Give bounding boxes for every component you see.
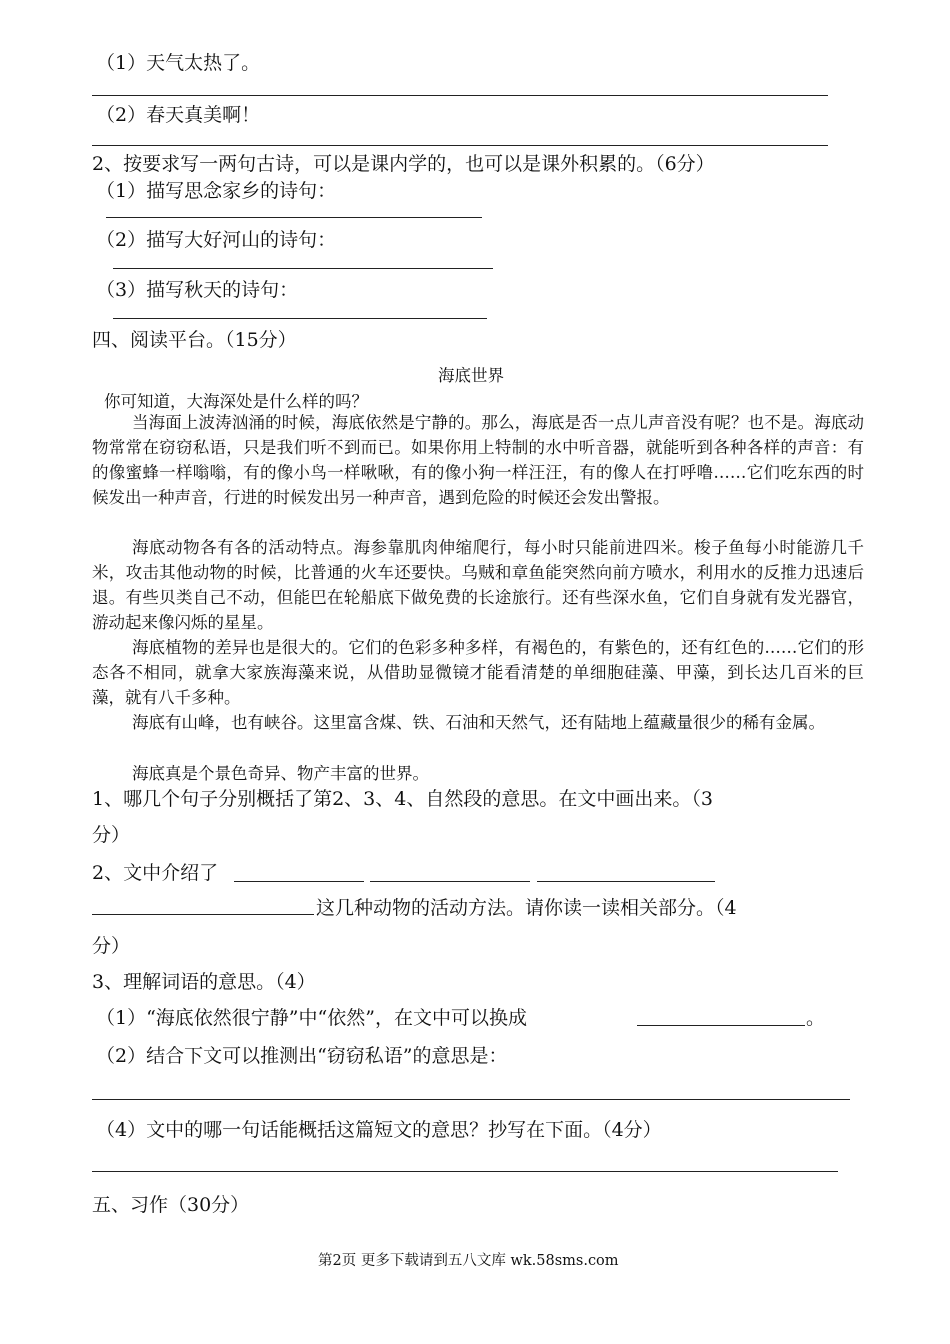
question-3-item-1: （1）“海底依然很宁静”中“依然”，在文中可以换成	[96, 1007, 527, 1029]
article-paragraph-5: 海底真是个景色奇异、物产丰富的世界。	[132, 764, 429, 783]
answer-blank[interactable]	[537, 881, 715, 882]
poem-item-3: （3）描写秋天的诗句：	[96, 279, 299, 301]
answer-blank[interactable]	[92, 914, 314, 915]
article-title: 海底世界	[438, 366, 504, 385]
answer-line[interactable]	[113, 268, 493, 269]
question-2-end: 分）	[92, 935, 131, 957]
question-4: （4）文中的哪一句话能概括这篇短文的意思？抄写在下面。（4分）	[96, 1119, 662, 1141]
article-paragraph-3: 海底植物的差异也是很大的。它们的色彩多种多样，有褐色的，有紫色的，还有红色的……它们的形态各不相同，就拿大家族海藻来说，从借助显微镜才能看清楚的单细胞硅藻、甲藻，到长达几百米的巨藻，就有八千多种。	[92, 638, 864, 707]
answer-line[interactable]	[106, 217, 482, 218]
sentence-item-2: （2）春天真美啊！	[96, 104, 261, 126]
answer-line[interactable]	[92, 95, 828, 96]
answer-line[interactable]	[92, 1099, 850, 1100]
question-2-start: 2、文中介绍了	[92, 862, 219, 884]
question-1-line-2: 分）	[92, 824, 131, 846]
answer-blank[interactable]	[234, 881, 364, 882]
answer-line[interactable]	[92, 145, 828, 146]
question-2-rest: 这几种动物的活动方法。请你读一读相关部分。（4	[316, 897, 737, 919]
article-paragraph-1: 当海面上波涛汹涌的时候，海底依然是宁静的。那么，海底是否一点儿声音没有呢？也不是。海底动物常常在窃窃私语，只是我们听不到而已。如果你用上特制的水中听音器，就能听到各种各样的声音：有的像蜜蜂一样嗡嗡，有的像小鸟一样啾啾，有的像小狗一样汪汪，有的像人在打呼噜……它们吃东西的时候发出一种声音，行进的时候发出另一种声音，遇到危险的时候还会发出警报。	[92, 413, 864, 507]
article-intro: 你可知道，大海深处是什么样的吗？	[104, 392, 368, 411]
section-5-heading: 五、习作（30分）	[92, 1194, 250, 1216]
question-1-line-1: 1、哪几个句子分别概括了第2、3、4、自然段的意思。在文中画出来。（3	[92, 788, 713, 810]
poem-question-title: 2、按要求写一两句古诗，可以是课内学的，也可以是课外积累的。（6分）	[92, 153, 715, 175]
page-footer: 第2页 更多下载请到五八文库 wk.58sms.com	[318, 1253, 619, 1269]
answer-blank[interactable]	[637, 1025, 805, 1026]
answer-blank[interactable]	[370, 881, 530, 882]
article-paragraph-2: 海底动物各有各的活动特点。海参靠肌肉伸缩爬行，每小时只能前进四米。梭子鱼每小时能游几千米，攻击其他动物的时候，比普通的火车还要快。乌贼和章鱼能突然向前方喷水，利用水的反推力迅速后退。有些贝类自己不动，但能巴在轮船底下做免费的长途旅行。还有些深水鱼，它们自身就有发光器官，游动起来像闪烁的星星。	[92, 538, 864, 632]
poem-item-1: （1）描写思念家乡的诗句：	[96, 180, 337, 202]
poem-item-2: （2）描写大好河山的诗句：	[96, 229, 337, 251]
article-paragraph-4: 海底有山峰，也有峡谷。这里富含煤、铁、石油和天然气，还有陆地上蕴藏量很少的稀有金属。	[132, 713, 825, 732]
question-3-item-1-end: 。	[806, 1007, 826, 1029]
answer-line[interactable]	[113, 318, 487, 319]
question-3-title: 3、理解词语的意思。（4）	[92, 971, 316, 993]
answer-line[interactable]	[92, 1171, 838, 1172]
sentence-item-1: （1）天气太热了。	[96, 52, 261, 74]
question-3-item-2: （2）结合下文可以推测出“窃窃私语”的意思是：	[96, 1045, 508, 1067]
section-4-heading: 四、阅读平台。（15分）	[92, 329, 297, 351]
